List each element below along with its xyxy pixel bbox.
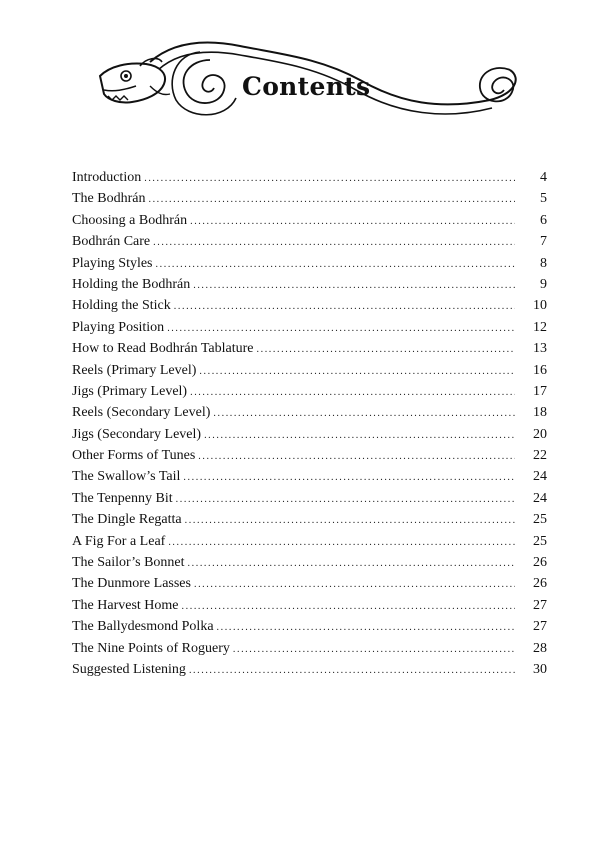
toc-entry-title: Reels (Primary Level) [72,362,197,378]
page-title: Contents [242,72,371,101]
dot-leader [233,644,515,655]
toc-entry-title: How to Read Bodhrán Tablature [72,341,254,357]
toc-entry-page-number: 9 [540,276,547,292]
toc-entry-page-number: 20 [533,426,547,442]
toc-entry [72,170,547,191]
toc-entry [72,256,547,277]
toc-entry [72,469,547,490]
dot-leader [176,494,515,505]
toc-entry-title: A Fig For a Leaf [72,533,166,549]
celtic-dragon-scroll-icon [0,0,600,140]
toc-entry-page-number: 22 [533,448,547,464]
toc-entry-title: Holding the Bodhrán [72,276,191,292]
dot-leader [167,323,515,334]
toc-entry [72,576,547,597]
dot-leader [190,387,515,398]
toc-entry-page-number: 6 [540,212,547,228]
toc-entry [72,234,547,255]
dot-leader [213,408,515,419]
toc-entry [72,213,547,234]
toc-entry [72,405,547,426]
toc-entry-page-number: 13 [533,341,547,357]
dot-leader [148,194,515,205]
dot-leader [174,301,515,312]
toc-entry-page-number: 24 [533,490,547,506]
toc-entry [72,448,547,469]
dot-leader [204,430,515,441]
dot-leader [144,173,515,184]
toc-entry-title: Reels (Secondary Level) [72,405,211,421]
toc-entry-title: The Swallow’s Tail [72,469,181,485]
toc-entry-page-number: 27 [533,597,547,613]
toc-entry-page-number: 16 [533,362,547,378]
toc-entry-page-number: 28 [533,640,547,656]
toc-entry-page-number: 7 [540,234,547,250]
toc-entry [72,619,547,640]
toc-entry-page-number: 27 [533,619,547,635]
toc-entry [72,191,547,212]
toc-entry-page-number: 4 [540,170,547,185]
toc-entry-title: Holding the Stick [72,298,171,314]
toc-entry [72,662,547,683]
toc-entry-title: The Bodhrán [72,191,146,207]
toc-entry [72,598,547,619]
toc-entry-page-number: 5 [540,191,547,207]
toc-entry-title: Jigs (Secondary Level) [72,426,202,442]
dot-leader [168,537,515,548]
dot-leader [182,601,515,612]
dot-leader [153,237,515,248]
dot-leader [156,259,515,270]
toc-entry-page-number: 18 [533,405,547,421]
toc-entry [72,641,547,662]
toc-entry-title: The Dunmore Lasses [72,576,191,592]
toc-entry-title: The Nine Points of Roguery [72,640,230,656]
toc-entry-title: Playing Position [72,319,165,335]
toc-entry [72,491,547,512]
toc-entry [72,534,547,555]
toc-entry-title: Other Forms of Tunes [72,448,196,464]
toc-entry-title: Suggested Listening [72,661,186,677]
dot-leader [188,558,515,569]
toc-entry-page-number: 25 [533,533,547,549]
toc-entry-title: The Ballydesmond Polka [72,619,214,635]
toc-entry [72,427,547,448]
dot-leader [198,451,515,462]
toc-entry-page-number: 8 [540,255,547,271]
dot-leader [189,665,515,676]
toc-entry-title: Choosing a Bodhrán [72,212,188,228]
toc-entry [72,512,547,533]
dot-leader [183,472,515,483]
dot-leader [194,579,515,590]
toc-entry-title: The Dingle Regatta [72,512,182,528]
dot-leader [193,280,515,291]
table-of-contents [72,170,547,683]
toc-entry-title: Introduction [72,170,142,185]
toc-entry-page-number: 10 [533,298,547,314]
toc-entry-page-number: 30 [533,661,547,677]
toc-entry-page-number: 12 [533,319,547,335]
toc-entry [72,363,547,384]
toc-entry-page-number: 24 [533,469,547,485]
toc-entry-title: The Harvest Home [72,597,179,613]
toc-entry-page-number: 25 [533,512,547,528]
toc-entry [72,320,547,341]
dot-leader [217,622,515,633]
dot-leader [185,515,515,526]
dot-leader [199,366,515,377]
toc-entry [72,277,547,298]
toc-entry-title: Playing Styles [72,255,153,271]
toc-entry-title: The Sailor’s Bonnet [72,555,185,571]
header-ornament [0,0,600,140]
toc-entry-title: Bodhrán Care [72,234,151,250]
toc-entry-page-number: 17 [533,383,547,399]
toc-entry-title: Jigs (Primary Level) [72,383,188,399]
dot-leader [190,216,515,227]
toc-entry [72,384,547,405]
toc-entry-page-number: 26 [533,555,547,571]
toc-entry-title: The Tenpenny Bit [72,490,173,506]
toc-entry-page-number: 26 [533,576,547,592]
dot-leader [257,344,516,355]
toc-entry [72,555,547,576]
toc-entry [72,298,547,319]
toc-entry [72,341,547,362]
